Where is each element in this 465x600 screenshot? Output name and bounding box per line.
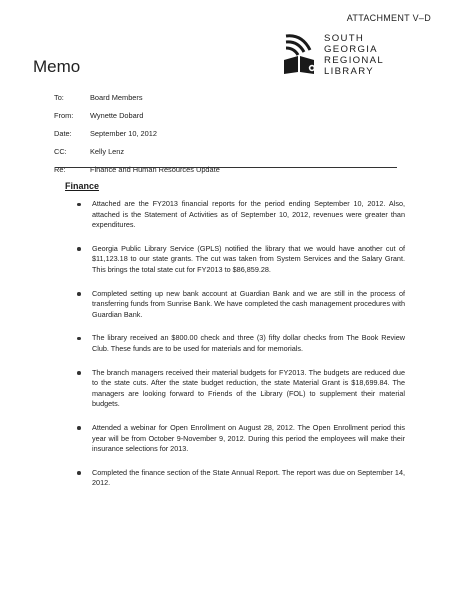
list-item	[75, 289, 405, 321]
list-item-text: The library received an $800.00 check and three (3) fifty dollar checks from The Book Review Club. These funds are to be used for materials and for memorials.	[92, 333, 405, 353]
attachment-label: ATTACHMENT V–D	[346, 13, 431, 23]
memo-header	[54, 88, 220, 178]
list-item-text: Completed setting up new bank account at Guardian Bank and we are still in the process of transferring funds from Sunrise Bank. We have completed the cash management procedures with Guardian Bank.	[92, 288, 405, 319]
list-item-text: Georgia Public Library Service (GPLS) notified the library that we would have another cut of $11,123.18 to our state grants. The cut was taken from System Services and the Salary Grant. This brings the total state cut for FY2013 to $86,859.28.	[92, 243, 405, 274]
memo-title: Memo	[33, 57, 81, 76]
header-row-to	[54, 88, 220, 106]
list-item	[75, 199, 405, 231]
list-item-text: Completed the finance section of the State Annual Report. The report was due on September 14, 2012.	[92, 467, 405, 488]
logo-line: GEORGIA	[324, 44, 378, 55]
header-label: Date:	[54, 128, 72, 138]
finance-bullet-list	[75, 199, 405, 489]
bullet-dot-icon	[77, 247, 81, 251]
header-row-re	[54, 160, 220, 178]
header-row-from	[54, 106, 220, 124]
library-logo-text	[324, 33, 384, 77]
bullet-dot-icon	[77, 426, 81, 430]
header-value: Finance and Human Resources Update	[90, 164, 220, 174]
header-label: To:	[54, 92, 64, 102]
header-row-date	[54, 124, 220, 142]
bullet-dot-icon	[77, 292, 81, 296]
header-label: Re:	[54, 164, 66, 174]
list-item-text: Attached are the FY2013 financial reports for the period ending September 10, 2012. Also, attached is the Statement of Activities as of September 10, 2012, revenues were greater than expenditures.	[92, 199, 405, 230]
logo-line: REGIONAL	[324, 55, 384, 66]
list-item	[75, 333, 405, 354]
header-row-cc	[54, 142, 220, 160]
bullet-dot-icon	[77, 471, 81, 475]
header-value: Kelly Lenz	[90, 146, 125, 156]
logo-line: LIBRARY	[324, 66, 374, 77]
library-book-signal-icon	[282, 30, 320, 76]
header-label: From:	[54, 110, 74, 120]
bullet-dot-icon	[77, 203, 81, 207]
list-item	[75, 468, 405, 489]
list-item	[75, 244, 405, 276]
header-value: Board Members	[90, 92, 143, 102]
bullet-dot-icon	[77, 337, 81, 341]
list-item	[75, 423, 405, 455]
header-divider	[55, 167, 397, 168]
bullet-dot-icon	[77, 371, 81, 375]
list-item-text: Attended a webinar for Open Enrollment on August 28, 2012. The Open Enrollment period this year will be from October 9-November 9, 2012. During this period the employees will make their insurance selections for 2013.	[92, 422, 405, 454]
logo-line: SOUTH	[324, 33, 365, 44]
list-item-text: The branch managers received their material budgets for FY2013. The budgets are reduced due to the state cuts. After the state budget reduction, the state Material Grant is $18,699.84. The managers are looking forward to Friends of the Library (FOL) to supplement their material budgets.	[92, 367, 405, 409]
header-value: September 10, 2012	[90, 128, 157, 138]
list-item	[75, 368, 405, 410]
section-heading-finance: Finance	[65, 181, 100, 191]
library-logo	[282, 30, 432, 80]
header-value: Wynette Dobard	[90, 110, 144, 120]
header-label: CC:	[54, 146, 67, 156]
